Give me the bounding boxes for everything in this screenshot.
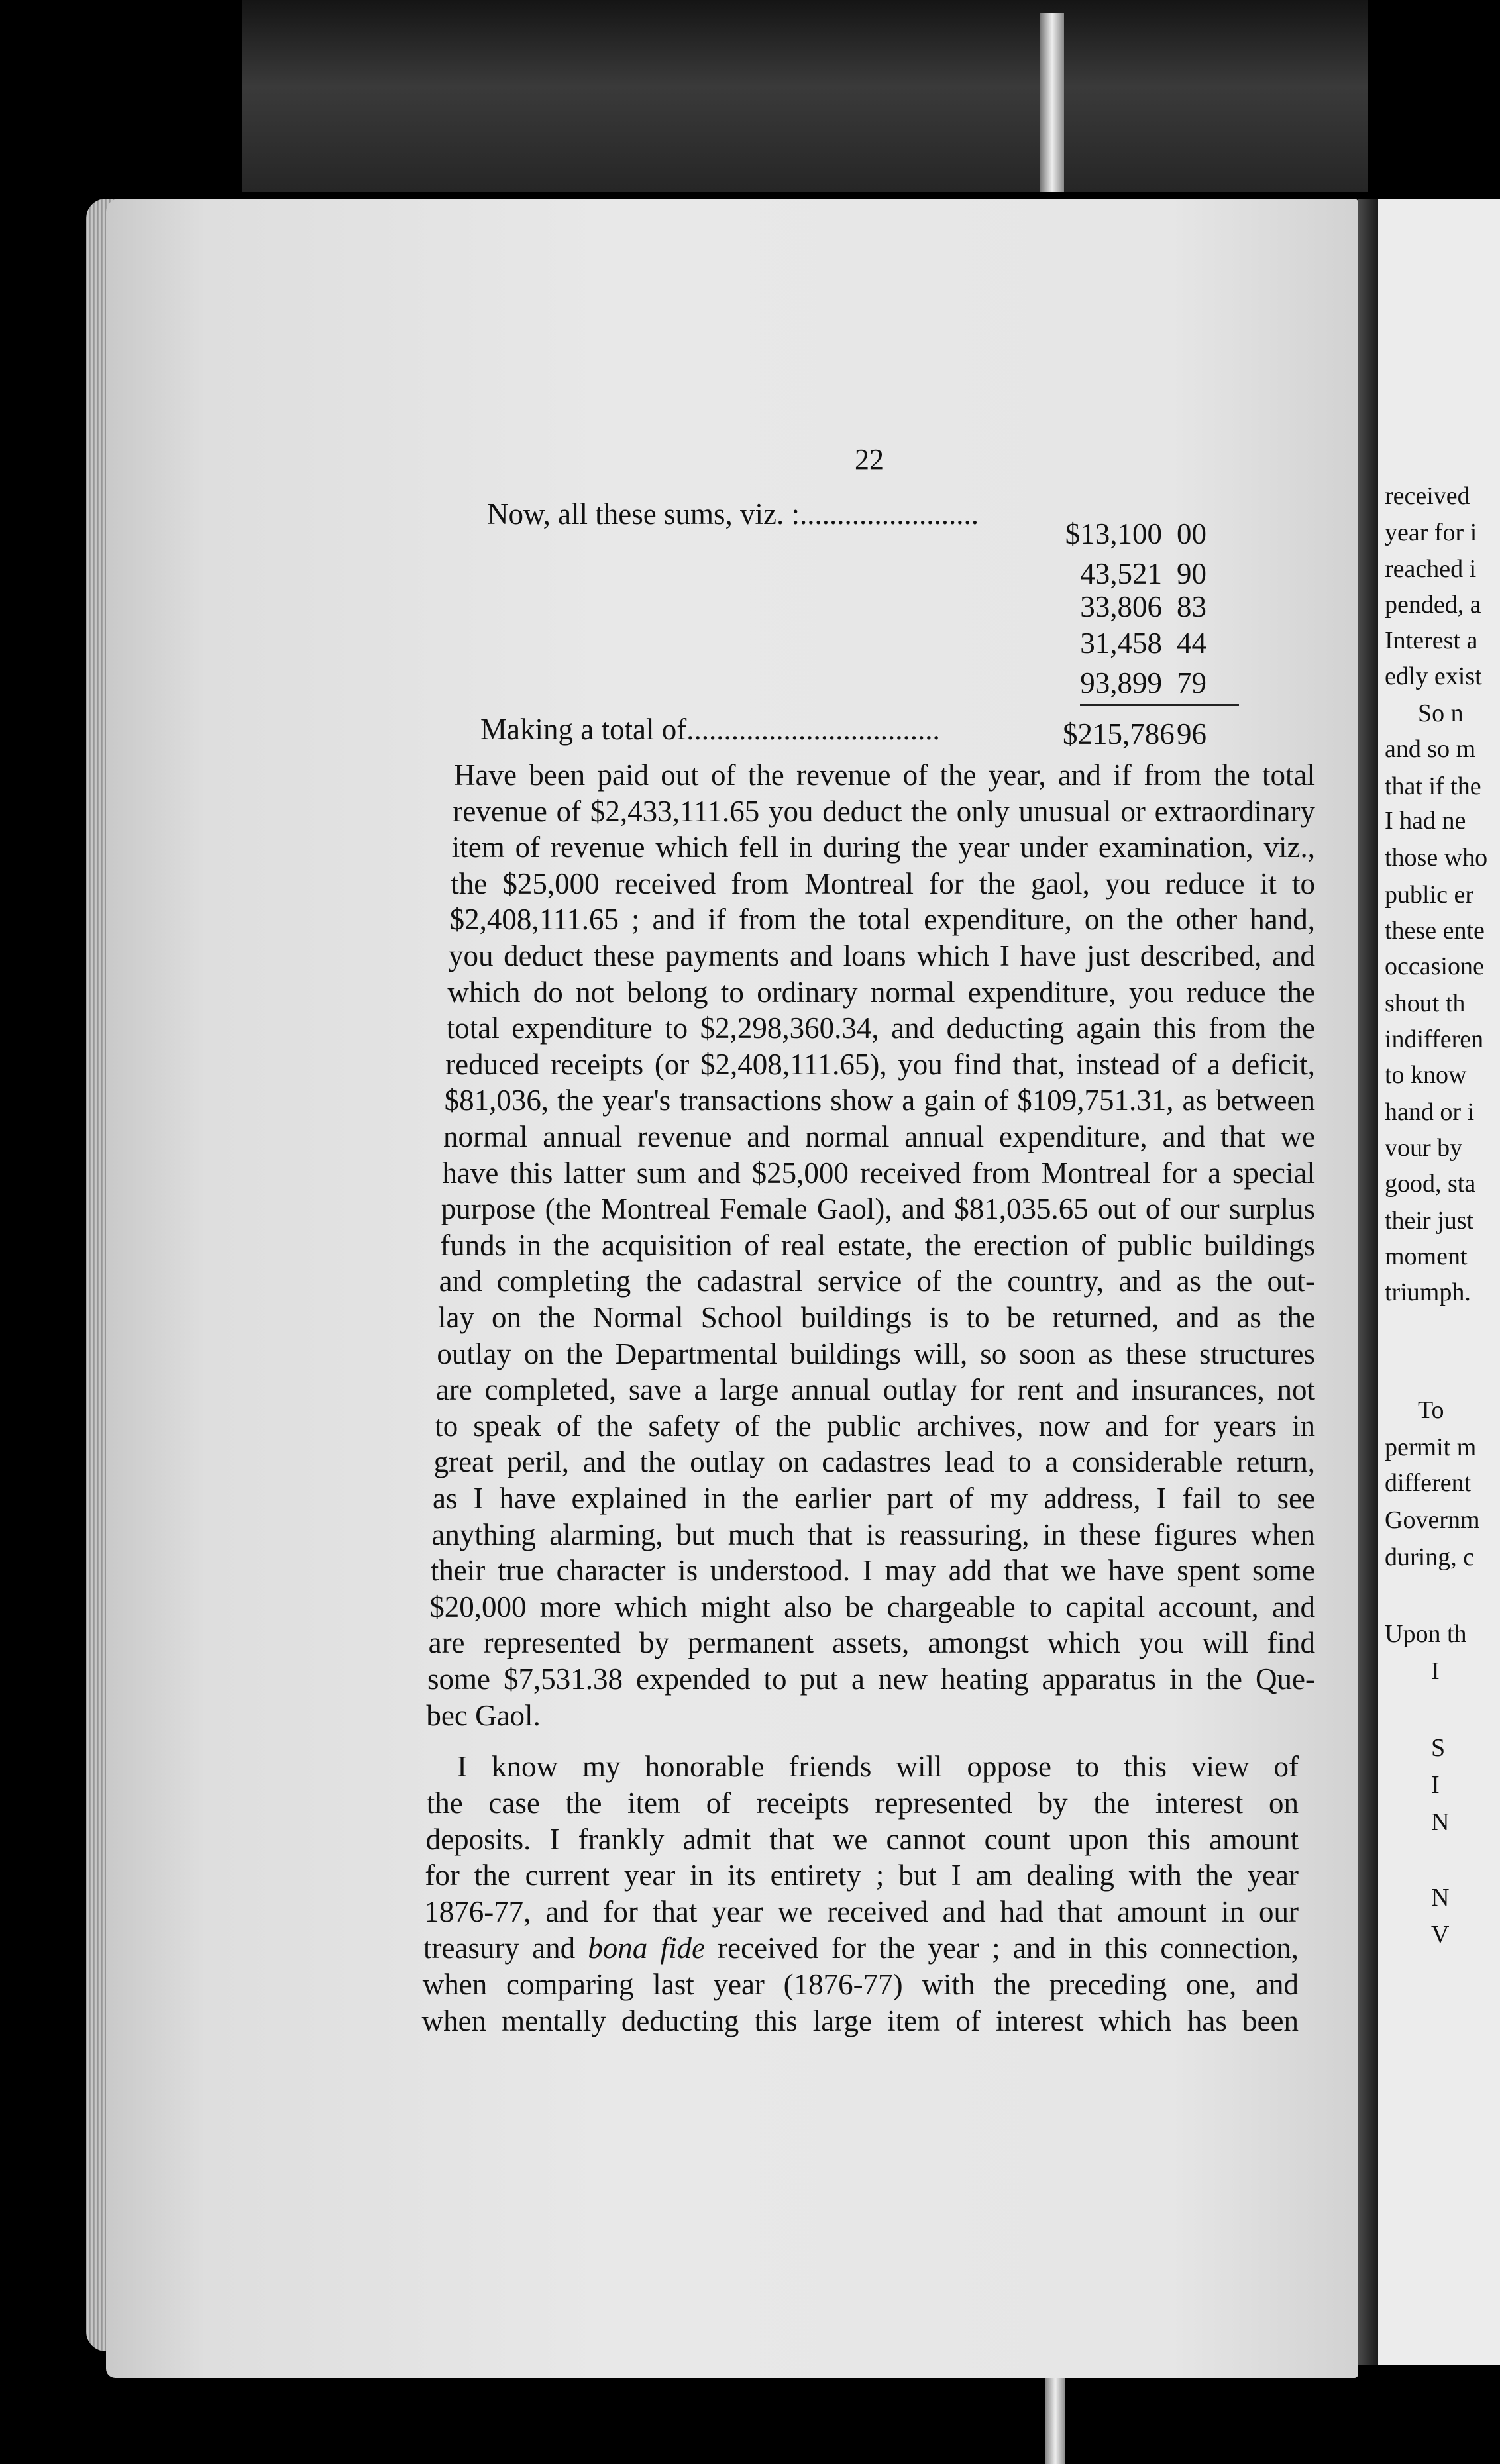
text-line: reduced receipts (or $2,408,111.65), you find that, instead of a deficit, xyxy=(445,1047,1315,1081)
facing-page-line: Upon th xyxy=(1385,1620,1467,1648)
text-line: and completing the cadastral service of the country, and as the out- xyxy=(439,1264,1315,1298)
text-line: Have been paid out of the revenue of the year, and if from the total xyxy=(454,758,1315,792)
facing-page-line: during, c xyxy=(1385,1543,1475,1571)
text-line: are completed, save a large annual outlay for rent and insurances, not xyxy=(435,1373,1315,1407)
dot-leader: .................................. xyxy=(686,713,940,746)
facing-page-line: to know xyxy=(1385,1061,1467,1089)
text-line: item of revenue which fell in during the year under examination, viz., xyxy=(451,831,1315,864)
text-line: $20,000 more which might also be chargeable to capital account, and xyxy=(429,1590,1315,1623)
amount-dollars: 93,899 xyxy=(1080,666,1162,699)
amount-row xyxy=(1063,556,1216,591)
text-line: anything alarming, but much that is reassuring, in these figures when xyxy=(431,1517,1315,1551)
text-line: funds in the acquisition of real estate, the erection of public buildings xyxy=(440,1228,1315,1262)
facing-page-line: those who xyxy=(1385,844,1488,872)
text-line: are represented by permanent assets, amongst which you will find xyxy=(428,1626,1315,1660)
text-line: great peril, and the outlay on cadastres lead to a considerable return, xyxy=(433,1445,1315,1479)
text-line: when mentally deducting this large item of interest which has been xyxy=(421,2004,1299,2037)
text-line: bec Gaol. xyxy=(426,1698,541,1732)
sum-rule xyxy=(1080,704,1239,706)
facing-page-line: year for i xyxy=(1385,519,1477,546)
text-line: you deduct these payments and loans which I have just described, and xyxy=(449,939,1315,972)
text-line: their true character is understood. I may add that we have spent some xyxy=(430,1554,1315,1588)
scanner-background xyxy=(242,0,1368,192)
text-line: have this latter sum and $25,000 received from Montreal for a special xyxy=(442,1156,1315,1190)
total-row xyxy=(480,712,940,746)
dot-leader: ........................ xyxy=(800,497,979,531)
facing-page-line: these ente xyxy=(1385,917,1485,945)
facing-page-line: I xyxy=(1431,1657,1440,1685)
text-line: to speak of the safety of the public archives, now and for years in xyxy=(435,1409,1315,1443)
text-line: the case the item of receipts represented by the interest on xyxy=(426,1786,1299,1820)
facing-page-line: hand or i xyxy=(1385,1098,1475,1126)
facing-page xyxy=(1378,199,1500,2365)
facing-page-line: public er xyxy=(1385,881,1474,909)
text-line: purpose (the Montreal Female Gaol), and $81,035.65 out of our surplus xyxy=(441,1192,1315,1226)
amount-dollars: $13,100 xyxy=(1065,517,1162,550)
text-line: $2,408,111.65 ; and if from the total expenditure, on the other hand, xyxy=(449,903,1315,937)
facing-page-line: edly exist xyxy=(1385,662,1482,690)
facing-page-line: different xyxy=(1385,1469,1472,1497)
facing-page-line: that if the xyxy=(1385,772,1481,800)
amount-row xyxy=(1063,666,1216,700)
book-spine xyxy=(1358,199,1378,2365)
total-cents: 96 xyxy=(1177,717,1206,750)
facing-page-line: received xyxy=(1385,482,1470,510)
amount-cents: 00 xyxy=(1177,517,1206,550)
amount-cents: 83 xyxy=(1177,590,1206,623)
facing-page-line: good, sta xyxy=(1385,1170,1476,1198)
total-amount xyxy=(1063,717,1216,751)
facing-page-line: pended, a xyxy=(1385,591,1481,619)
facing-page-line: vour by xyxy=(1385,1134,1463,1162)
facing-page-line: occasione xyxy=(1385,952,1484,980)
sums-intro-label: Now, all these sums, viz. : xyxy=(487,497,800,531)
facing-page-line: S xyxy=(1431,1734,1446,1762)
italic-phrase: bona fide xyxy=(588,1931,705,1965)
binding-clip xyxy=(1040,13,1064,192)
text-line: I know my honorable friends will oppose to this view of xyxy=(457,1750,1299,1783)
facing-page-line: Interest a xyxy=(1385,627,1478,654)
total-dollars: $215,786 xyxy=(1063,717,1175,750)
text-line: deposits. I frankly admit that we cannot count upon this amount xyxy=(425,1822,1299,1856)
amount-cents: 90 xyxy=(1177,557,1206,590)
text-line: 1876-77, and for that year we received and had that amount in our xyxy=(424,1895,1299,1929)
facing-page-line: Governm xyxy=(1385,1506,1480,1534)
amount-cents: 79 xyxy=(1177,666,1206,699)
amount-dollars: 43,521 xyxy=(1080,557,1162,590)
amount-row xyxy=(1063,590,1216,624)
facing-page-line: indifferen xyxy=(1385,1025,1484,1053)
text-line: lay on the Normal School buildings is to be returned, and as the xyxy=(438,1301,1315,1334)
text-line: the $25,000 received from Montreal for the gaol, you reduce it to xyxy=(451,866,1315,900)
facing-page-line: N xyxy=(1431,1808,1450,1836)
amount-dollars: 33,806 xyxy=(1080,590,1162,623)
text-line: as I have explained in the earlier part of my address, I fail to see xyxy=(433,1482,1315,1515)
text-line: some $7,531.38 expended to put a new heating apparatus in the Que- xyxy=(427,1663,1315,1696)
amount-row xyxy=(1063,517,1216,551)
text-line: total expenditure to $2,298,360.34, and deducting again this from the xyxy=(446,1011,1315,1045)
text-line: $81,036, the year's transactions show a gain of $109,751.31, as between xyxy=(444,1084,1315,1117)
facing-page-line: I xyxy=(1431,1771,1440,1799)
facing-page-line: So n xyxy=(1418,699,1464,727)
text-line: treasury and bona fide received for the year ; and in this connection, xyxy=(423,1931,1299,1965)
facing-page-line: moment xyxy=(1385,1243,1468,1270)
facing-page-line: triumph. xyxy=(1385,1278,1471,1306)
facing-page-line: N xyxy=(1431,1884,1450,1912)
sums-intro-row xyxy=(487,497,979,531)
facing-page-line: their just xyxy=(1385,1207,1474,1235)
text-line: outlay on the Departmental buildings will, so soon as these structures xyxy=(437,1337,1315,1370)
facing-page-line: and so m xyxy=(1385,735,1476,763)
text-line: revenue of $2,433,111.65 you deduct the only unusual or extraordinary xyxy=(453,794,1315,828)
total-label: Making a total of xyxy=(480,713,687,746)
amount-dollars: 31,458 xyxy=(1080,627,1162,660)
text-line: for the current year in its entirety ; but I am dealing with the year xyxy=(425,1859,1299,1892)
facing-page-line: permit m xyxy=(1385,1433,1477,1461)
facing-page-line: reached i xyxy=(1385,555,1477,583)
page-number: 22 xyxy=(855,443,884,476)
facing-page-line: I had ne xyxy=(1385,807,1466,835)
text-line: normal annual revenue and normal annual expenditure, and that we xyxy=(443,1120,1315,1153)
text-line: which do not belong to ordinary normal expenditure, you reduce the xyxy=(447,975,1315,1009)
amount-row xyxy=(1063,626,1216,660)
text-line: when comparing last year (1876-77) with the preceding one, and xyxy=(422,1967,1299,2001)
facing-page-line: To xyxy=(1418,1396,1444,1424)
amount-cents: 44 xyxy=(1177,627,1206,660)
facing-page-line: V xyxy=(1431,1921,1450,1949)
facing-page-line: shout th xyxy=(1385,990,1466,1017)
